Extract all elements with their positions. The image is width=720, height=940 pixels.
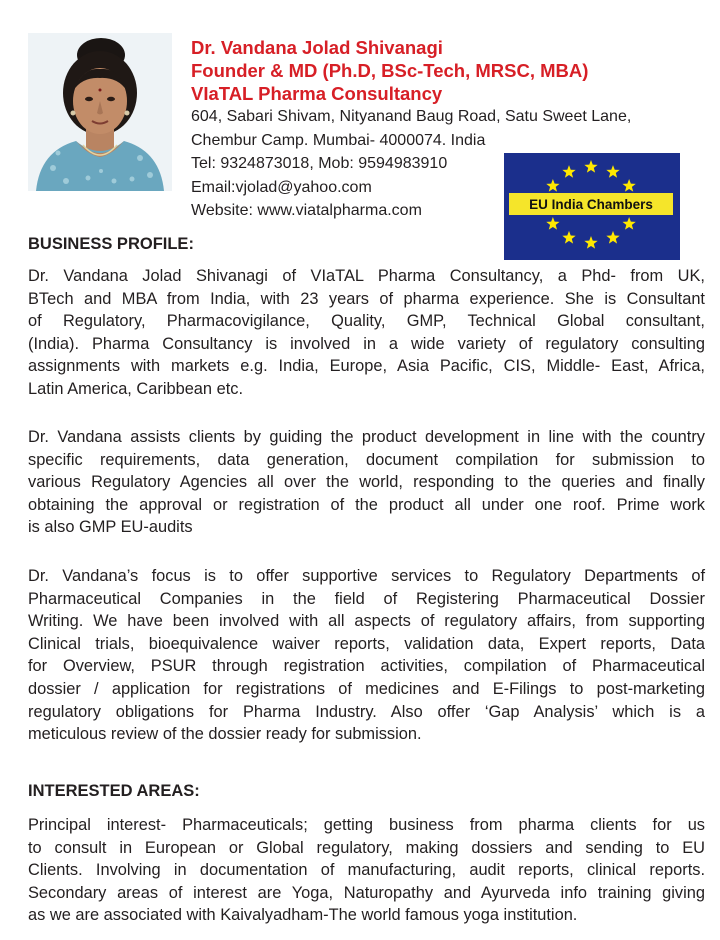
address-line-1: 604, Sabari Shivam, Nityanand Baug Road, Satu Sweet Lane,: [191, 108, 632, 125]
email-address: Email:vjolad@yahoo.com: [191, 178, 372, 196]
text-line: Clinical trials, bioequivalence waiver reports, validation data, Expert reports, Data: [28, 634, 705, 653]
website-address: Website: www.viatalpharma.com: [191, 202, 422, 219]
text-line: as we are associated with Kaivalyadham-The world famous yoga institution.: [28, 906, 578, 925]
text-line: Dr. Vandana Jolad Shivanagi of VIaTAL Pharma Consultancy, a Phd- from UK,: [28, 267, 705, 285]
phone-numbers: Tel: 9324873018, Mob: 9594983910: [191, 155, 448, 172]
text-line: specific requirements, data generation, document compilation for submission to: [28, 450, 705, 469]
text-line: Latin America, Caribbean etc.: [28, 379, 244, 398]
text-line: Secondary areas of interest are Yoga, Naturopathy and Ayurveda info training giving: [28, 883, 705, 902]
text-line: of Regulatory, Pharmacovigilance, Quality, GMP, Technical Global consultant,: [28, 312, 705, 331]
business-profile-heading: BUSINESS PROFILE:: [28, 235, 194, 253]
interested-areas-paragraph: [28, 814, 705, 927]
text-line: obtaining the approval or registration of the product all under one roof. Prime work: [28, 495, 705, 514]
text-line: meticulous review of the dossier ready for submission.: [28, 725, 422, 744]
person-name: Dr. Vandana Jolad Shivanagi: [191, 37, 443, 58]
text-line: for Overview, PSUR through registration activities, compilation of Pharmaceutical: [28, 657, 705, 676]
business-profile-paragraph-1: [28, 265, 705, 401]
text-line: (India). Pharma Consultancy is involved in a wide variety of regulatory consulting: [28, 334, 705, 353]
text-line: BTech and MBA from India, with 23 years of pharma experience. She is Consultant: [28, 289, 705, 308]
person-title: Founder & MD (Ph.D, BSc-Tech, MRSC, MBA): [191, 60, 589, 81]
eu-india-chambers-logo: [504, 153, 680, 260]
text-line: Clients. Involving in documentation of manufacturing, audit reports, clinical reports.: [28, 861, 705, 880]
text-line: assignments with markets e.g. India, Europe, Asia Pacific, CIS, Middle- East, Africa,: [28, 357, 705, 376]
text-line: Writing. We have been involved with all aspects of regulatory affairs, from supporting: [28, 612, 705, 631]
text-line: Principal interest- Pharmaceuticals; getting business from pharma clients for us: [28, 816, 705, 834]
text-line: to consult in European or Global regulatory, making dossiers and sending to EU: [28, 838, 705, 857]
text-line: is also GMP EU-audits: [28, 518, 193, 537]
text-line: Dr. Vandana assists clients by guiding the product development in line with the country: [28, 428, 705, 446]
profile-photo: [28, 33, 172, 191]
text-line: dossier / application for registrations of medicines and E-Filings to post-marketing: [28, 679, 705, 698]
logo-text: EU India Chambers: [529, 197, 653, 212]
address-line-2: Chembur Camp. Mumbai- 4000074. India: [191, 131, 486, 149]
text-line: Pharmaceutical Companies in the field of Registering Pharmaceutical Dossier: [28, 589, 705, 608]
text-line: Dr. Vandana’s focus is to offer supportive services to Regulatory Departments of: [28, 567, 705, 585]
interested-areas-heading: INTERESTED AREAS:: [28, 782, 200, 800]
text-line: various Regulatory Agencies all over the world, responding to the queries and finally: [28, 473, 705, 492]
business-profile-paragraph-2: [28, 426, 705, 539]
business-profile-paragraph-3: [28, 565, 705, 746]
text-line: regulatory obligations for Pharma Industry. Also offer ‘Gap Analysis’ which is a: [28, 702, 705, 721]
company-name: VIaTAL Pharma Consultancy: [191, 83, 443, 104]
